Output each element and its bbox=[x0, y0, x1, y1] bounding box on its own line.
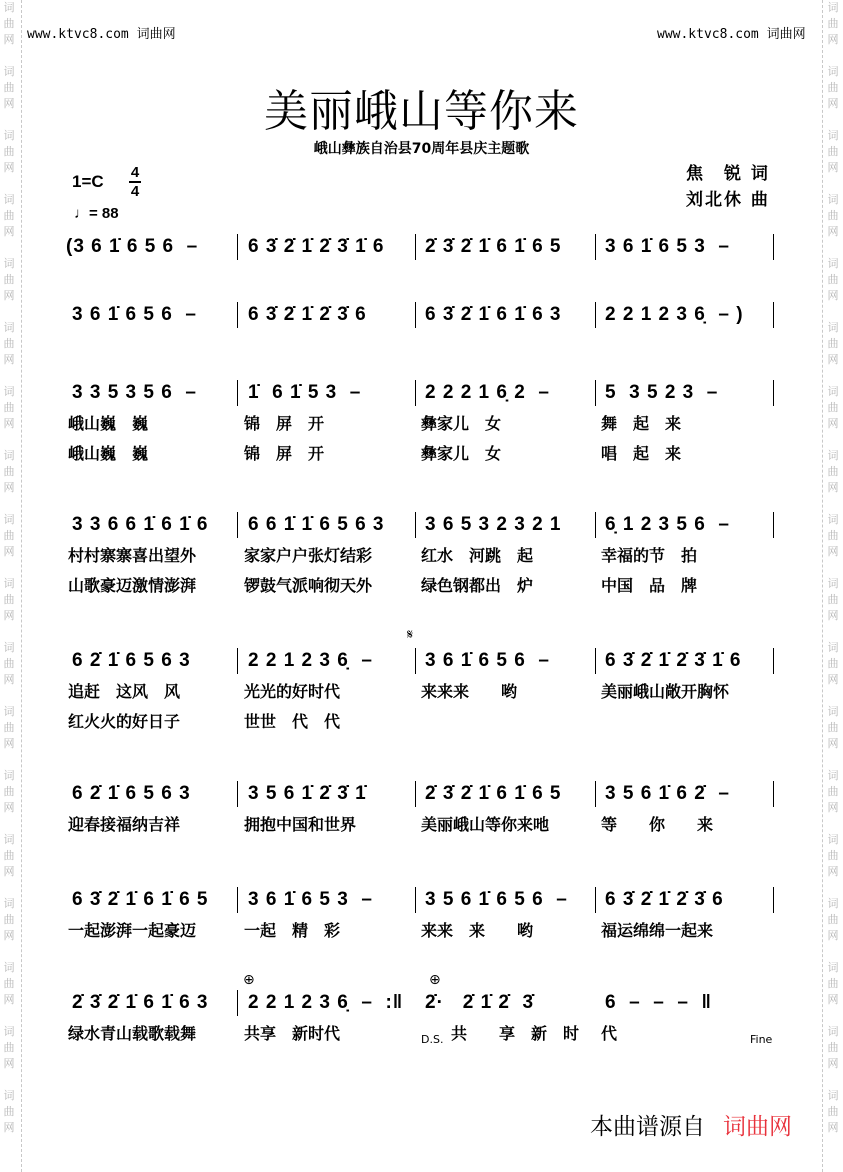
watermark-char: 词 bbox=[827, 385, 839, 398]
lyric-line-2: 中国 品 牌 bbox=[601, 576, 698, 595]
barline bbox=[237, 302, 238, 328]
watermark-char: 曲 bbox=[3, 337, 15, 350]
watermark-char: 词 bbox=[3, 961, 15, 974]
watermark-char: 曲 bbox=[3, 1105, 15, 1118]
measure-notes: 6 3̇ 2̇ 1̇ 6 1̇ 6 5 bbox=[72, 889, 209, 910]
lyric-line-1: 一起 精 彩 bbox=[244, 921, 341, 940]
lyric-line-2: 唱 起 来 bbox=[601, 444, 682, 463]
fine-label: Fine bbox=[750, 1033, 773, 1046]
measure-notes: 1̇ 6 1̇ 5 3 – bbox=[248, 382, 362, 403]
watermark-char: 词 bbox=[3, 641, 15, 654]
lyric-line-2: 山歌豪迈激情澎湃 bbox=[68, 576, 197, 595]
header-url-right: www.ktvc8.com 词曲网 bbox=[657, 27, 806, 42]
watermark-char: 网 bbox=[3, 353, 15, 366]
barline bbox=[415, 648, 416, 674]
lyricist-credit: 焦 锐 词 bbox=[686, 164, 770, 184]
watermark-char: 网 bbox=[827, 97, 839, 110]
barline bbox=[595, 512, 596, 538]
watermark-char: 网 bbox=[827, 993, 839, 1006]
measure-notes: 2 2 1 2 3 6̣ – :‖ bbox=[248, 992, 404, 1013]
lyric-line-1: 共 享 新 时 bbox=[451, 1024, 580, 1043]
watermark-char: 词 bbox=[3, 129, 15, 142]
coda-icon: ⊕ bbox=[429, 972, 441, 988]
watermark-char: 网 bbox=[827, 929, 839, 942]
measure-notes: (3 6 1̇ 6 5 6 – bbox=[66, 236, 199, 257]
measure-notes: 2 2 1 2 3 6̣ – bbox=[248, 650, 373, 671]
watermark-char: 词 bbox=[3, 833, 15, 846]
watermark-char: 网 bbox=[827, 225, 839, 238]
measure-notes: 2̇ 3̇ 2̇ 1̇ 6 1̇ 6 5 bbox=[425, 236, 562, 257]
watermark-char: 曲 bbox=[3, 849, 15, 862]
watermark-char: 曲 bbox=[827, 913, 839, 926]
watermark-char: 网 bbox=[827, 865, 839, 878]
lyric-line-1: 福运绵绵一起来 bbox=[601, 921, 714, 940]
watermark-char: 曲 bbox=[827, 785, 839, 798]
song-subtitle: 峨山彝族自治县70周年县庆主题歌 bbox=[313, 141, 530, 157]
measure-notes: 3 6 1̇ 6 5 3 – bbox=[605, 236, 730, 257]
watermark-char: 曲 bbox=[827, 273, 839, 286]
watermark-char: 曲 bbox=[827, 465, 839, 478]
watermark-char: 曲 bbox=[827, 337, 839, 350]
lyric-line-1: 光光的好时代 bbox=[244, 682, 341, 701]
lyric-line-1: 等 你 来 bbox=[601, 815, 714, 834]
watermark-char: 网 bbox=[827, 609, 839, 622]
lyric-line-1: 村村寨寨喜出望外 bbox=[68, 546, 197, 565]
watermark-char: 词 bbox=[827, 897, 839, 910]
watermark-char: 网 bbox=[827, 545, 839, 558]
watermark-char: 词 bbox=[827, 833, 839, 846]
watermark-char: 词 bbox=[3, 705, 15, 718]
watermark-char: 词 bbox=[3, 321, 15, 334]
watermark-char: 词 bbox=[827, 577, 839, 590]
watermark-char: 曲 bbox=[3, 593, 15, 606]
watermark-char: 网 bbox=[827, 737, 839, 750]
measure-notes: 6 6 1̇ 1̇ 6 5 6 3 bbox=[248, 514, 385, 535]
watermark-char: 词 bbox=[827, 257, 839, 270]
watermark-char: 曲 bbox=[3, 1041, 15, 1054]
barline bbox=[773, 380, 774, 406]
coda-icon: ⊕ bbox=[243, 972, 255, 988]
watermark-char: 词 bbox=[827, 65, 839, 78]
measure-notes: 3 3 5 3 5 6 – bbox=[72, 382, 197, 403]
lyric-line-1: 来来 来 哟 bbox=[421, 921, 534, 940]
barline bbox=[237, 380, 238, 406]
barline bbox=[773, 887, 774, 913]
watermark-char: 曲 bbox=[827, 209, 839, 222]
watermark-char: 网 bbox=[827, 673, 839, 686]
measure-notes: 3 6 1̇ 6 5 6 – bbox=[72, 304, 197, 325]
barline bbox=[773, 781, 774, 807]
watermark-char: 网 bbox=[3, 289, 15, 302]
watermark-divider-left bbox=[21, 0, 22, 1172]
measure-notes: 6 3̇ 2̇ 1̇ 2̇ 3̇ 6 bbox=[248, 304, 367, 325]
watermark-char: 网 bbox=[3, 865, 15, 878]
measure-notes: 3 6 1̇ 6 5 6 – bbox=[425, 650, 550, 671]
barline bbox=[415, 887, 416, 913]
watermark-char: 网 bbox=[3, 929, 15, 942]
lyric-line-1: 彝家儿 女 bbox=[421, 414, 502, 433]
measure-notes: 6 2̇ 1̇ 6 5 6 3 bbox=[72, 783, 191, 804]
watermark-char: 网 bbox=[827, 33, 839, 46]
lyric-line-1: 拥抱中国和世界 bbox=[244, 815, 357, 834]
watermark-char: 网 bbox=[3, 545, 15, 558]
measure-notes: 3 6 5 3 2 3 2 1 bbox=[425, 514, 562, 535]
segno-icon: 𝄋 bbox=[407, 627, 414, 643]
watermark-char: 网 bbox=[3, 481, 15, 494]
barline bbox=[595, 887, 596, 913]
watermark-char: 网 bbox=[3, 673, 15, 686]
measure-notes: 2̇ 3̇ 2̇ 1̇ 6 1̇ 6 3 bbox=[72, 992, 209, 1013]
watermark-char: 网 bbox=[3, 609, 15, 622]
watermark-char: 词 bbox=[3, 1, 15, 14]
measure-notes: 2 2 2 1 6̣ 2 – bbox=[425, 382, 550, 403]
watermark-char: 曲 bbox=[3, 657, 15, 670]
watermark-char: 词 bbox=[3, 513, 15, 526]
barline bbox=[237, 234, 238, 260]
watermark-char: 曲 bbox=[3, 977, 15, 990]
barline bbox=[237, 781, 238, 807]
watermark-char: 网 bbox=[3, 801, 15, 814]
watermark-char: 网 bbox=[827, 417, 839, 430]
watermark-char: 曲 bbox=[827, 529, 839, 542]
watermark-char: 曲 bbox=[827, 849, 839, 862]
barline bbox=[415, 302, 416, 328]
lyric-line-2: 锦 屏 开 bbox=[244, 444, 325, 463]
watermark-char: 曲 bbox=[827, 81, 839, 94]
lyric-line-1: 代 bbox=[601, 1024, 618, 1043]
measure-notes: 3 6 1̇ 6 5 3 – bbox=[248, 889, 373, 910]
lyric-line-1: 迎春接福纳吉祥 bbox=[68, 815, 181, 834]
watermark-divider-right bbox=[822, 0, 823, 1172]
watermark-char: 网 bbox=[3, 993, 15, 1006]
watermark-char: 曲 bbox=[827, 1041, 839, 1054]
lyric-line-1: 红水 河跳 起 bbox=[421, 546, 534, 565]
quarter-note-icon: ♩ bbox=[74, 205, 89, 222]
measure-notes: 3 5 6 1̇ 6 2̇ – bbox=[605, 783, 730, 804]
watermark-char: 曲 bbox=[3, 913, 15, 926]
barline bbox=[237, 512, 238, 538]
barline bbox=[595, 781, 596, 807]
watermark-char: 网 bbox=[3, 97, 15, 110]
watermark-char: 词 bbox=[827, 641, 839, 654]
watermark-char: 词 bbox=[3, 1025, 15, 1038]
watermark-char: 曲 bbox=[3, 721, 15, 734]
barline bbox=[237, 648, 238, 674]
watermark-char: 词 bbox=[3, 577, 15, 590]
watermark-char: 词 bbox=[3, 897, 15, 910]
barline bbox=[595, 380, 596, 406]
measure-notes: 3 5 6 1̇ 6 5 6 – bbox=[425, 889, 568, 910]
watermark-char: 网 bbox=[827, 289, 839, 302]
watermark-char: 曲 bbox=[827, 721, 839, 734]
barline bbox=[595, 302, 596, 328]
measure-notes: 6 3̇ 2̇ 1̇ 2̇ 3̇ 1̇ 6 bbox=[605, 650, 742, 671]
watermark-char: 词 bbox=[3, 449, 15, 462]
tempo-marking: ♩= 88 bbox=[74, 205, 119, 222]
da-segno-label: D.S. bbox=[421, 1033, 444, 1046]
watermark-char: 曲 bbox=[827, 977, 839, 990]
watermark-char: 曲 bbox=[3, 81, 15, 94]
lyric-line-2: 绿色钢都出 炉 bbox=[421, 576, 534, 595]
side-watermark-right bbox=[826, 0, 840, 1152]
watermark-char: 词 bbox=[3, 193, 15, 206]
lyric-line-1: 峨山巍 巍 bbox=[68, 414, 149, 433]
watermark-char: 曲 bbox=[3, 529, 15, 542]
lyric-line-1: 追赶 这风 风 bbox=[68, 682, 181, 701]
watermark-char: 曲 bbox=[827, 401, 839, 414]
lyric-line-2: 红火火的好日子 bbox=[68, 712, 181, 731]
barline bbox=[415, 234, 416, 260]
lyric-line-2: 彝家儿 女 bbox=[421, 444, 502, 463]
lyric-line-1: 来来来 哟 bbox=[421, 682, 518, 701]
watermark-char: 网 bbox=[827, 1057, 839, 1070]
lyric-line-2: 世世 代 代 bbox=[244, 712, 341, 731]
composer-credit: 刘北休 曲 bbox=[686, 190, 770, 210]
watermark-char: 词 bbox=[827, 961, 839, 974]
lyric-line-1: 舞 起 来 bbox=[601, 414, 682, 433]
watermark-char: 曲 bbox=[3, 17, 15, 30]
watermark-char: 词 bbox=[827, 705, 839, 718]
measure-notes: 2 2 1 2 3 6̣ – ) bbox=[605, 304, 744, 325]
watermark-char: 曲 bbox=[3, 401, 15, 414]
watermark-char: 曲 bbox=[827, 1105, 839, 1118]
watermark-char: 网 bbox=[827, 353, 839, 366]
barline bbox=[415, 512, 416, 538]
watermark-char: 网 bbox=[3, 1121, 15, 1134]
side-watermark-left bbox=[2, 0, 16, 1152]
measure-notes: 2̇· 2̇ 1̇ 2̇ 3̇ bbox=[425, 992, 535, 1013]
watermark-char: 词 bbox=[827, 513, 839, 526]
barline bbox=[773, 234, 774, 260]
watermark-char: 网 bbox=[3, 737, 15, 750]
watermark-char: 网 bbox=[3, 225, 15, 238]
watermark-char: 词 bbox=[827, 1, 839, 14]
lyric-line-2: 锣鼓气派响彻天外 bbox=[244, 576, 373, 595]
watermark-char: 网 bbox=[3, 1057, 15, 1070]
barline bbox=[595, 648, 596, 674]
watermark-char: 词 bbox=[3, 769, 15, 782]
measure-notes: 6 3̇ 2̇ 1̇ 2̇ 3̇ 6 bbox=[605, 889, 724, 910]
lyric-line-1: 共享 新时代 bbox=[244, 1024, 341, 1043]
watermark-char: 词 bbox=[827, 193, 839, 206]
song-title: 美丽峨山等你来 bbox=[264, 86, 579, 137]
watermark-char: 网 bbox=[827, 161, 839, 174]
watermark-char: 曲 bbox=[3, 273, 15, 286]
barline bbox=[595, 234, 596, 260]
barline bbox=[773, 648, 774, 674]
watermark-char: 网 bbox=[827, 801, 839, 814]
watermark-char: 曲 bbox=[827, 657, 839, 670]
watermark-char: 曲 bbox=[3, 785, 15, 798]
watermark-char: 词 bbox=[3, 1089, 15, 1102]
watermark-char: 词 bbox=[827, 1025, 839, 1038]
watermark-char: 词 bbox=[827, 321, 839, 334]
watermark-char: 曲 bbox=[3, 465, 15, 478]
measure-notes: 5 3 5 2 3 – bbox=[605, 382, 719, 403]
watermark-char: 网 bbox=[3, 33, 15, 46]
measure-notes: 6 3̇ 2̇ 1̇ 2̇ 3̇ 1̇ 6 bbox=[248, 236, 385, 257]
watermark-char: 词 bbox=[3, 65, 15, 78]
lyric-line-1: 美丽峨山等你来吔 bbox=[421, 815, 550, 834]
barline bbox=[237, 990, 238, 1016]
measure-notes: 6 2̇ 1̇ 6 5 6 3 bbox=[72, 650, 191, 671]
time-signature: 4 4 bbox=[130, 164, 140, 200]
watermark-char: 词 bbox=[3, 257, 15, 270]
measure-notes: 2̇ 3̇ 2̇ 1̇ 6 1̇ 6 5 bbox=[425, 783, 562, 804]
lyric-line-1: 锦 屏 开 bbox=[244, 414, 325, 433]
watermark-char: 网 bbox=[827, 481, 839, 494]
measure-notes: 6 3̇ 2̇ 1̇ 6 1̇ 6 3 bbox=[425, 304, 562, 325]
barline bbox=[237, 887, 238, 913]
lyric-line-1: 美丽峨山敞开胸怀 bbox=[601, 682, 730, 701]
watermark-char: 曲 bbox=[3, 145, 15, 158]
watermark-char: 词 bbox=[827, 449, 839, 462]
measure-notes: 3 3 6 6 1̇ 6 1̇ 6 bbox=[72, 514, 209, 535]
watermark-char: 词 bbox=[3, 385, 15, 398]
lyric-line-2: 峨山巍 巍 bbox=[68, 444, 149, 463]
watermark-char: 词 bbox=[827, 129, 839, 142]
lyric-line-1: 绿水青山载歌载舞 bbox=[68, 1024, 197, 1043]
barline bbox=[415, 781, 416, 807]
barline bbox=[773, 512, 774, 538]
source-credit: 本曲谱源自 词曲网 bbox=[590, 1114, 792, 1140]
barline bbox=[773, 302, 774, 328]
watermark-char: 曲 bbox=[3, 209, 15, 222]
measure-notes: 6̣ 1 2 3 5 6 – bbox=[605, 514, 730, 535]
lyric-line-1: 幸福的节 拍 bbox=[601, 546, 698, 565]
barline bbox=[415, 380, 416, 406]
header-url-left: www.ktvc8.com 词曲网 bbox=[27, 27, 176, 42]
measure-notes: 3 5 6 1̇ 2̇ 3̇ 1̇ bbox=[248, 783, 367, 804]
watermark-char: 词 bbox=[827, 1089, 839, 1102]
measure-notes: 6 – – – ‖ bbox=[605, 992, 712, 1013]
watermark-char: 网 bbox=[3, 161, 15, 174]
watermark-char: 曲 bbox=[827, 145, 839, 158]
watermark-char: 词 bbox=[827, 769, 839, 782]
lyric-line-1: 家家户户张灯结彩 bbox=[244, 546, 373, 565]
watermark-char: 网 bbox=[827, 1121, 839, 1134]
watermark-char: 网 bbox=[3, 417, 15, 430]
key-signature: 1=C bbox=[72, 172, 104, 191]
watermark-char: 曲 bbox=[827, 593, 839, 606]
lyric-line-1: 一起澎湃一起豪迈 bbox=[68, 921, 197, 940]
watermark-char: 曲 bbox=[827, 17, 839, 30]
